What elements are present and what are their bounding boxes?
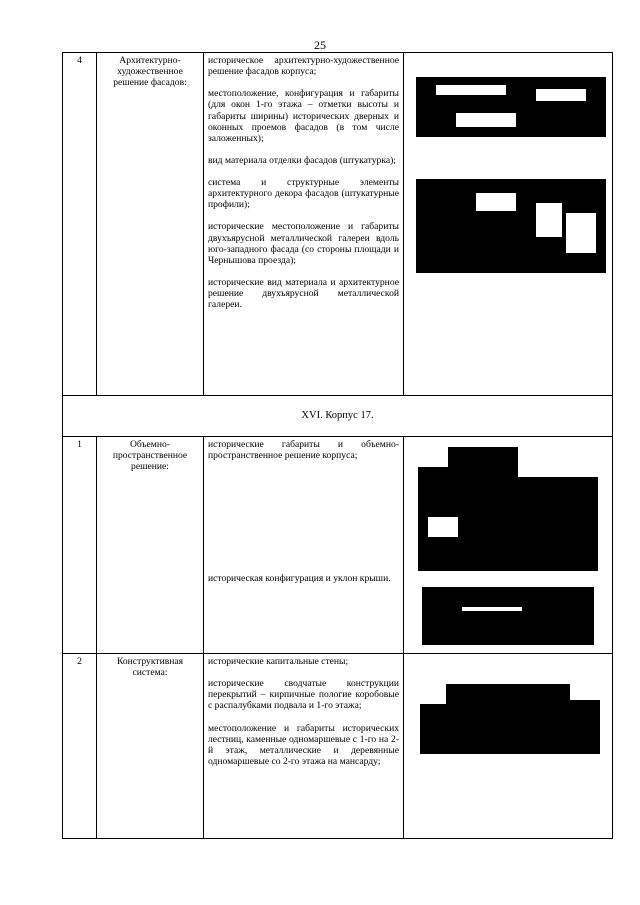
row-photos: [404, 53, 613, 396]
list-item: вид материала отделки фасадов (штукатурка);: [208, 154, 396, 166]
protection-subjects-table: [62, 52, 613, 839]
row-number: 1: [63, 437, 97, 654]
section-row: [63, 396, 613, 437]
vault-photo: [420, 672, 600, 754]
list-item: историческое архитектурно-художественное решение фасадов корпуса;: [208, 55, 399, 78]
list-item: исторические капитальные стены;: [208, 656, 349, 667]
row-photos: [404, 437, 613, 654]
list-item: исторические вид материала и архитектурное решение двухъярусной металлической галереи.: [208, 276, 399, 311]
row-description: [204, 53, 404, 396]
roof-photo: [422, 587, 594, 645]
table-row: [63, 437, 613, 654]
facade-photo: [416, 55, 606, 137]
list-item: система и структурные элементы архитектурного декора фасадов (штукатурные профили);: [208, 177, 399, 211]
page-number: 25: [314, 38, 326, 52]
section-title: XVI. Корпус 17.: [63, 396, 613, 437]
row-category: Конструктивная система:: [97, 654, 204, 839]
list-item: историческая конфигурация и уклон крыши.: [208, 573, 391, 585]
list-item: исторические местоположение и габариты двухъярусной металлической галереи вдоль юго-западного фасада (со стороны площади и Чернышова проезда);: [208, 221, 399, 266]
table-row: [63, 654, 613, 839]
gallery-photo: [416, 153, 606, 273]
row-category: Архитектурно-художественное решение фасадов:: [97, 53, 204, 396]
row-description: [204, 654, 404, 839]
list-item: исторические габариты и объемно-пространственное решение корпуса;: [208, 439, 399, 462]
row-photos: [404, 654, 613, 839]
row-category: Объемно-пространственное решение:: [97, 437, 204, 654]
list-item: местоположение, конфигурация и габариты (для окон 1-го этажа – отметки высоты и габариты ширины) исторических дверных и оконных проемов фасадов (в том числе заложенных);: [208, 88, 399, 144]
list-item: исторические сводчатые конструкции перекрытий – кирпичные пологие коробовые с распалубками подвала и 1-го этажа;: [208, 678, 399, 712]
table-row: [63, 53, 613, 396]
row-description: [204, 437, 404, 654]
list-item: местоположение и габариты исторических лестниц, каменные одномаршевые с 1-го на 2-й этаж, металлические и деревянные одномаршевые со 2-го этажа на мансарду;: [208, 722, 399, 767]
row-number: 2: [63, 654, 97, 839]
building-photo: [418, 447, 598, 571]
row-number: 4: [63, 53, 97, 396]
